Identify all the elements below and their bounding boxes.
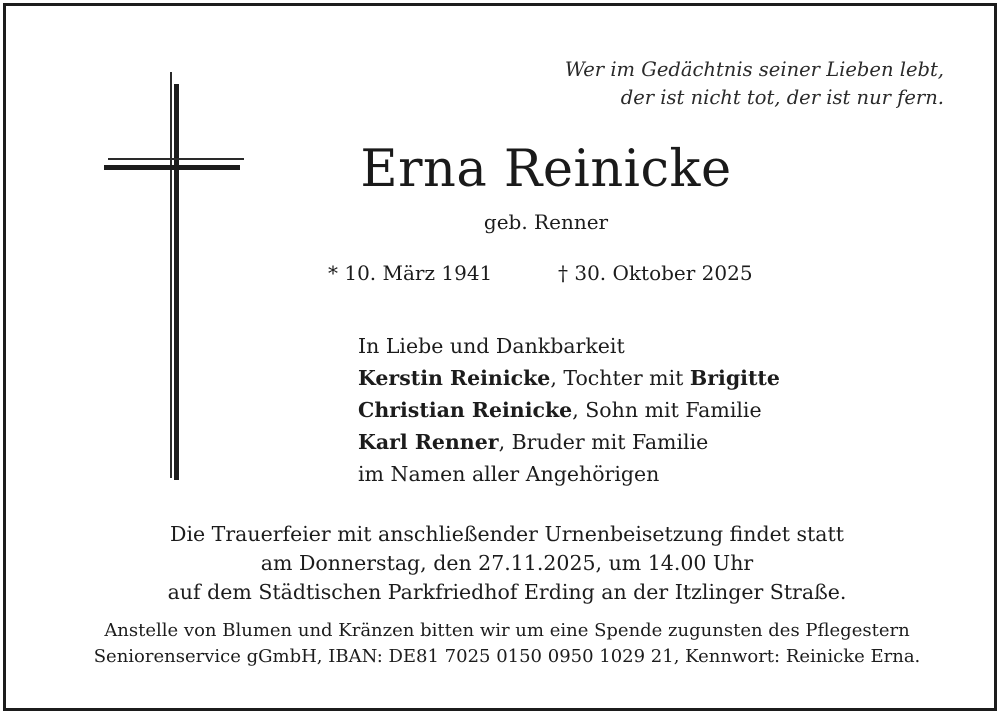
- donation-line-1: Anstelle von Blumen und Kränzen bitten wir um eine Spende zugunsten des Pflegestern: [104, 620, 910, 641]
- mourner-partner: Brigitte: [689, 366, 780, 390]
- mourners-closing: im Namen aller Angehörigen: [358, 462, 660, 486]
- mourner-entry: [358, 362, 780, 394]
- mourner-relation: , Sohn mit Familie: [572, 398, 762, 422]
- mourner-relation: , Tochter mit: [550, 366, 690, 390]
- mourner-name: Christian Reinicke: [358, 398, 573, 422]
- mourner-entry: [358, 394, 780, 426]
- motto-line-1: Wer im Gedächtnis seiner Lieben lebt,: [564, 58, 944, 81]
- ceremony-line-1: Die Trauerfeier mit anschließender Urnenbeisetzung findet statt: [170, 522, 844, 546]
- mourner-name: Karl Renner: [358, 430, 499, 454]
- cross-icon: [100, 70, 250, 490]
- mourners-intro: In Liebe und Dankbarkeit: [358, 334, 625, 358]
- ceremony-line-2: am Donnerstag, den 27.11.2025, um 14.00 Uhr: [260, 551, 754, 575]
- deceased-name: Erna Reinicke: [360, 140, 732, 199]
- ceremony-info: [0, 520, 1000, 607]
- ceremony-line-3: auf dem Städtischen Parkfriedhof Erding an der Itzlinger Straße.: [167, 580, 847, 604]
- mourner-entry: [358, 426, 780, 458]
- motto-line-2: der ist nicht tot, der ist nur fern.: [620, 86, 944, 109]
- mourner-relation: , Bruder mit Familie: [498, 430, 709, 454]
- birth-date: * 10. März 1941: [328, 261, 493, 285]
- birth-name: geb. Renner: [483, 210, 609, 234]
- motto-quote: [565, 56, 944, 112]
- mourner-name: Kerstin Reinicke: [358, 366, 551, 390]
- donation-line-2: Seniorenservice gGmbH, IBAN: DE81 7025 0150 0950 1029 21, Kennwort: Reinicke Erna.: [93, 646, 921, 667]
- donation-info: [0, 618, 1000, 670]
- mourners-list: [358, 330, 780, 490]
- death-date: † 30. Oktober 2025: [558, 261, 753, 285]
